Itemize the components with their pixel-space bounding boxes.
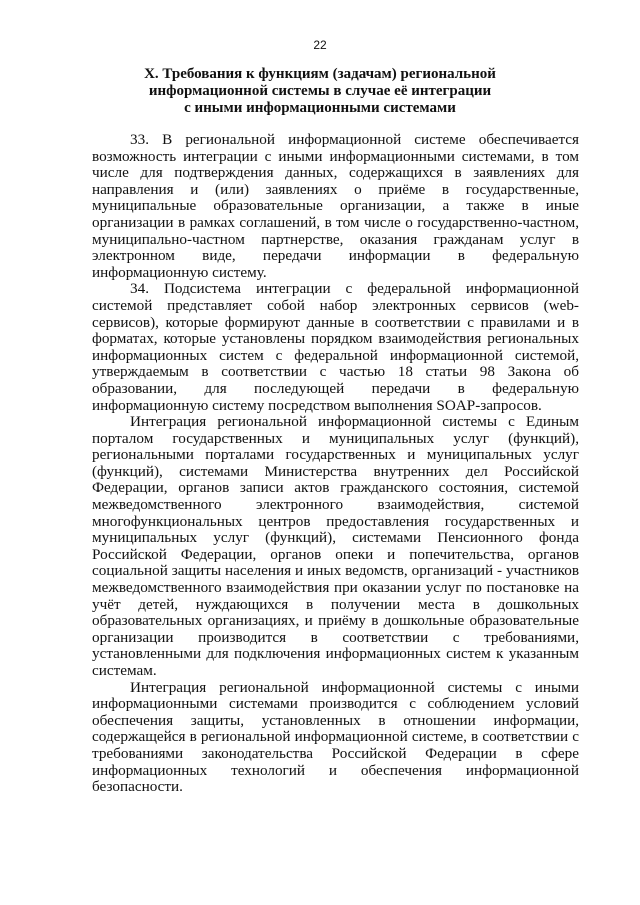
section-heading-line-3: с иными информационными системами [184,100,456,116]
body-text [92,132,579,796]
section-heading [92,66,548,117]
section-heading-line-1: X. Требования к функциям (задачам) региональной [144,66,496,82]
page-number: 22 [313,38,327,52]
paragraph-34: 34. Подсистема интеграции с федеральной информационной системой представляет собой набор электронных сервисов (web-сервисов), которые формируют данные в соответствии с правилами и в форматах, которые установлены порядком взаимодействия региональных информационных систем с федеральной информационной системой, утверждаемым в соответствии с частью 18 статьи 98 Закона об образовании, для последующей передачи в федеральную информационную систему посредством выполнения SOAP-запросов. [92,280,579,414]
paragraph-integration-portals: Интеграция региональной информационной системы с Единым порталом государственных и муниципальных услуг (функций), региональными порталами государственных и муниципальных услуг (функций), системами Министерства внутренних дел Российской Федерации, органов записи актов гражданского состояния, системой межведомственного электронного взаимодействия, системой многофункциональных центров предоставления государственных и муниципальных услуг (функций), системами Пенсионного фонда Российской Федерации, органов опеки и попечительства, органов социальной защиты населения и иных ведомств, организаций - участников межведомственного взаимодействия при оказании услуг по постановке на учёт детей, нуждающихся в получении места в дошкольных образовательных организациях, и приёму в дошкольные образовательные организации производится в соответствии с требованиями, установленными для подключения информационных систем к указанным системам. [92,413,579,679]
section-heading-line-2: информационной системы в случае её интеграции [148,83,492,99]
paragraph-33: 33. В региональной информационной системе обеспечивается возможность интеграции с иными информационными системами, в том числе для подтверждения данных, содержащихся в заявлениях для направления и (или) заявлениях о приёме в государственные, муниципальные образовательные организации, а также в иные организации в рамках соглашений, в том числе о государственно-частном, муниципально-частном партнерстве, оказания гражданам услуг в электронном виде, передачи информации в федеральную информационную систему. [92,131,579,281]
paragraph-integration-security: Интеграция региональной информационной системы с иными информационными системами производится с соблюдением условий обеспечения защиты, установленных в отношении информации, содержащейся в региональной информационной системе, в соответствии с требованиями законодательства Российской Федерации в сфере информационных технологий и обеспечения информационной безопасности. [92,678,579,796]
